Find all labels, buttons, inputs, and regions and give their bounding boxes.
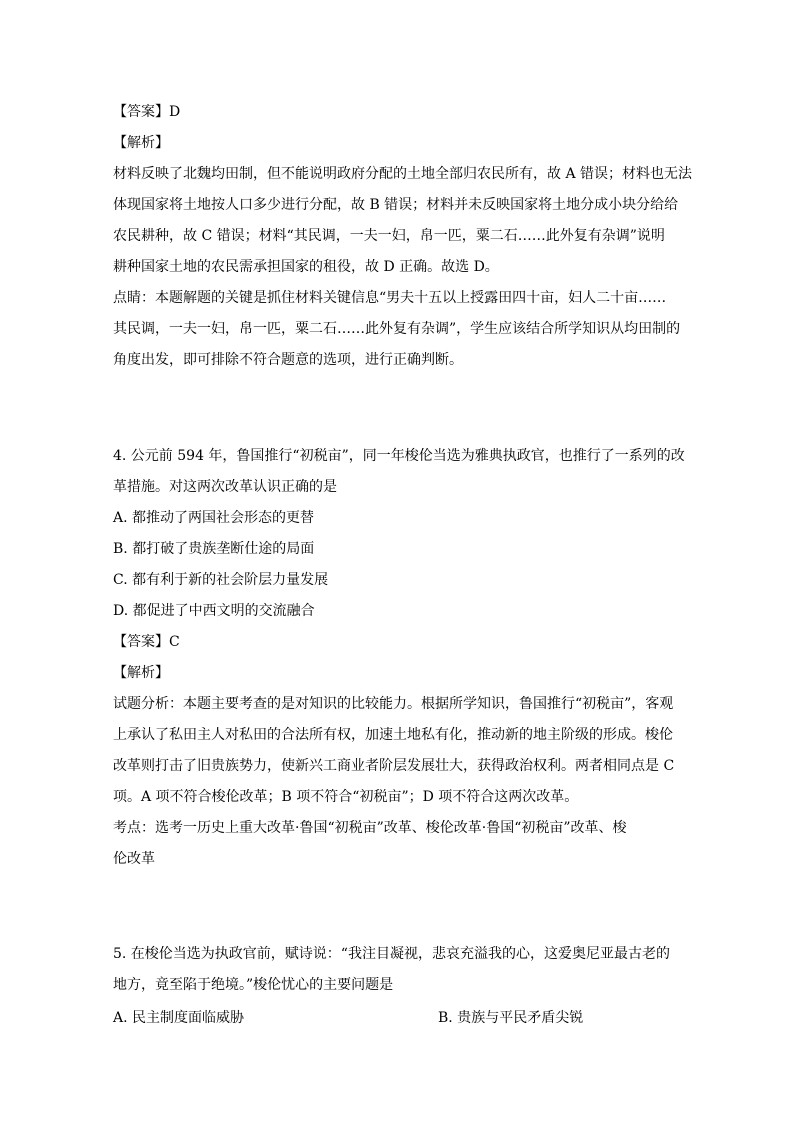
q4-analysis-line: 改革则打击了旧贵族势力，使新兴工商业者阶层发展壮大，获得政治权利。两者相同点是 C <box>113 758 675 774</box>
q3-analysis-line: 体现国家将土地按人口多少进行分配，故 B 错误；材料并未反映国家将土地分成小块分给给 <box>113 197 679 213</box>
q5-option-b: B. 贵族与平民矛盾尖锐 <box>438 1010 584 1026</box>
q3-tips-line: 其民调，一夫一妇，帛一匹，粟二石……此外复有杂调”，学生应该结合所学知识从均田制的 <box>113 321 681 337</box>
q5-stem-line: 地方，竟至陷于绝境。”梭伦忧心的主要问题是 <box>113 977 394 993</box>
q4-option-a: A. 都推动了两国社会形态的更替 <box>113 510 315 526</box>
q4-option-d: D. 都促进了中西文明的交流融合 <box>113 603 315 619</box>
q4-analysis-line: 项。A 项不符合梭伦改革；B 项不符合“初税亩”；D 项不符合这两次改革。 <box>113 789 579 805</box>
q3-analysis-heading: 【解析】 <box>113 135 169 151</box>
q3-answer: 【答案】D <box>113 104 181 120</box>
q4-kaodian-line: 考点：选考一历史上重大改革·鲁国“初税亩”改革、梭伦改革·鲁国“初税亩”改革、梭 <box>113 820 627 836</box>
q4-analysis-line: 上承认了私田主人对私田的合法所有权，加速土地私有化，推动新的地主阶级的形成。梭伦 <box>113 727 673 743</box>
q4-kaodian-line: 伦改革 <box>113 851 155 867</box>
q5-option-a: A. 民主制度面临威胁 <box>113 1010 245 1026</box>
q3-analysis-line: 农民耕种，故 C 错误；材料“其民调，一夫一妇，帛一匹，粟二石……此外复有杂调”说明 <box>113 228 665 244</box>
q4-option-b: B. 都打破了贵族垄断仕途的局面 <box>113 541 315 557</box>
q3-tips-line: 点睛：本题解题的关键是抓住材料关键信息“男夫十五以上授露田四十亩，妇人二十亩…… <box>113 290 667 306</box>
q3-analysis-line: 材料反映了北魏均田制，但不能说明政府分配的土地全部归农民所有，故 A 错误；材料也无法 <box>113 166 693 182</box>
q5-stem-line: 5. 在梭伦当选为执政官前，赋诗说：“我注目凝视，悲哀充溢我的心，这爱奥尼亚最古老的 <box>113 946 670 962</box>
q4-option-c: C. 都有利于新的社会阶层力量发展 <box>113 572 329 588</box>
q3-analysis-line: 耕种国家土地的农民需承担国家的租役，故 D 正确。故选 D。 <box>113 259 499 275</box>
q4-analysis-line: 试题分析：本题主要考查的是对知识的比较能力。根据所学知识，鲁国推行“初税亩”，客观 <box>113 696 674 712</box>
q4-stem-line: 4. 公元前 594 年，鲁国推行“初税亩”，同一年梭伦当选为雅典执政官，也推行了一系列的改 <box>113 448 685 464</box>
q3-tips-line: 角度出发，即可排除不符合题意的选项，进行正确判断。 <box>113 352 463 368</box>
q4-stem-line: 革措施。对这两次改革认识正确的是 <box>113 479 337 495</box>
q4-answer: 【答案】C <box>113 634 180 650</box>
q4-analysis-heading: 【解析】 <box>113 665 169 681</box>
